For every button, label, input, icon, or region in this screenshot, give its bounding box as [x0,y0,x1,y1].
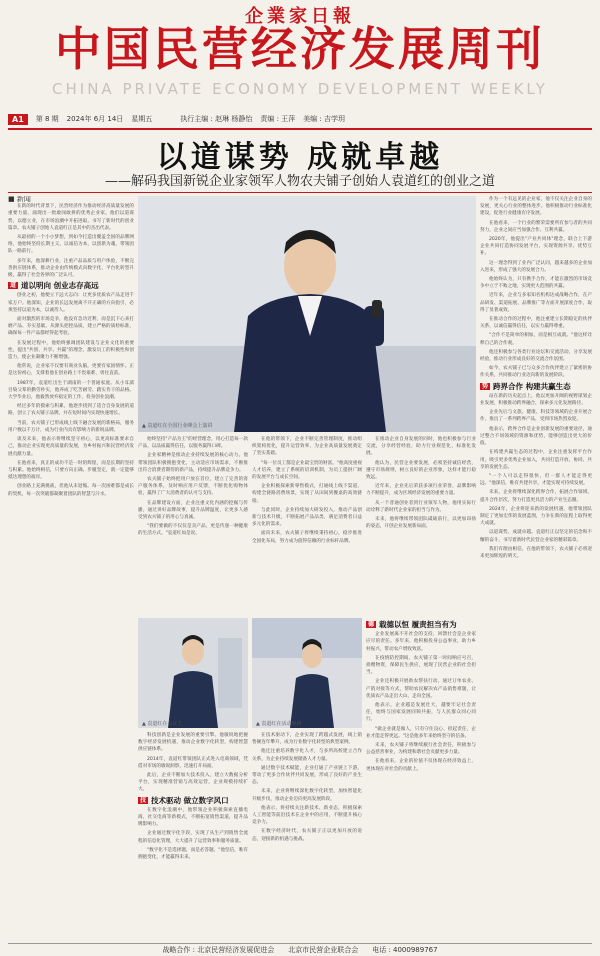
middle-column-4: 德 载德以恒 履责担当有为 企业发展离不开社会的支持，回馈社会是企业家应尽的责任。多年来，他积极投身公益事业，助力乡村振兴，带动农户增收致富。 在疫情防控期间，农夫铺子第一时间响应号召，捐赠物资，保障民生供应，展现了民营企业的社会担当。 企业还积极开展助农帮扶行动，通过订单农业、产销对接等方式，帮助农民解决农产品销售难题，让优质农产品走出大山、走向全国。 他表示，企业越是发展壮大，越要牢记社会责任，始终与国家发展同频共振，与人民群众同心同行。 "做企业就是做人，只有守住良心、担起责任，企业才能走得更远。"这是他多年来始终坚守的信条。 未来，农夫铺子将继续履行社会责任，积极参与公益慈善事业，为构建和谐社会贡献更多力量。 在他看来，企业的价值不仅体现在经济效益上，更体现在对社会的贡献上。 [366,620,476,772]
art-editor: 美编 : 吉学玥 [303,115,345,123]
lede-label: ■ 新闻 [8,196,31,203]
masthead-title: 中国民营经济发展周刊 [55,22,545,76]
page-badge: A1 [8,114,28,125]
middle-column-2: 在他的带领下，企业不断完善管理制度，推动组织架构优化，提升运营效率，为企业高质量发展奠定了坚实基础。 "每一位员工都是企业最宝贵的财富。"他高度重视人才培养，建立了系统的培训机制，为员工提供广阔的发展平台与成长空间。 企业积极探索新零售模式，打通线上线下渠道，构建全链路消费场景，实现了从田间到餐桌的高效链接。 与此同时，企业持续加大研发投入，推动产品创新与技术升级，不断拓展产品品类，满足消费者日益多元化的需求。 面向未来，农夫铺子将继续秉持初心，稳步推进全国化布局，努力成为值得信赖的行业标杆品牌。 [252,437,362,544]
main-photo-caption: ▲ 袁道红在全国行业峰会上演讲 [142,423,213,429]
right-column: 作为一个有远见的企业家，他不仅关注企业自身的发展，更关心行业的整体进步。他积极推动行业标准化建设，促进行业健康有序发展。 在他看来，一个行业的繁荣需要所有参与者的共同努力，企业之间应当加强合作、互利共赢。 2020年，他提出"产业共同体"理念，联合上下游企业共同打造协同发展平台，实现资源共享、优势互补。 这一理念得到了业内广泛认同，越来越多的企业加入进来，形成了强大的发展合力。 他始终认为，只有携手合作，才能在激烈的市场竞争中立于不败之地，实现更大范围的共赢。 近年来，企业与多家知名机构达成战略合作，在产品研发、渠道拓展、品牌推广等方面开展深度合作，取得了显著成效。 在推动合作的过程中，他注重建立长期稳定的伙伴关系，以诚信赢得信任，以实力赢得尊重。 "合作不是简单的相加，而是相互成就。"他这样诠释自己的合作观。 他还积极参与各类行业论坛和交流活动，分享发展经验，推动行业形成良好的交流合作氛围。 如今，农夫铺子已与众多合作伙伴建立了紧密的协作关系，共同推动行业迈向新的发展阶段。 势 跨界合作 构建共赢生态 站在新的历史起点上，他以更加开阔的视野谋划企业发展，积极推动跨界融合，探索多元化发展路径。 企业先后与文旅、健康、科技等领域的企业开展合作，推出了一系列跨界产品，受到市场热烈欢迎。 他表示，跨界合作是企业创新发展的重要途径，通过整合不同领域的资源和优势，能够创造出更大的价值。 在构建共赢生态的过程中，企业注重发挥平台作用，吸引更多优秀企业加入，共同打造开放、协同、共享的发展生态。 "一个人可以走得很快，但一群人才能走得更远。"他深信，唯有共建共享，才能实现可持续发展。 未来，企业将继续深化跨界合作，拓展合作领域，提升合作层次，努力打造更具活力的产业生态圈。 2024年，企业将迎来新的发展机遇，他带领团队制定了更加宏伟的发展蓝图，力争在新的征程上取得更大成就。 以道谋势，成就卓越。袁道红正以坚定的信念和不懈的奋斗，书写着新时代民营企业家的精彩篇章。 我们有理由相信，在他的带领下，农夫铺子必将迎来更加辉煌的明天。 [480,197,592,559]
executive-editor: 执行主编 : 赵琳 杨静怡 [180,115,253,123]
left-column: ■ 新闻 在新的时代背景下，民营经济作为推动经济高质量发展的重要力量，涌现出一批敢闯敢拼的优秀企业家。他们以道谋势，以德立业，在市场浪潮中开拓进取，书写了新时代的创业篇章。农夫铺子创始人袁道红正是其中的杰出代表。 从最初的一个小小梦想，到如今打造出覆盖全国的品牌网络，他始终坚持长期主义，以诚信为本，以创新为魂，带领团队一路前行。 多年来，他深耕行业，注重产品品质与用户体验，不断完善供应链体系，推动企业由传统模式向数字化、平台化转型升级，赢得了社会各界的广泛认可。 道 道以明向 创业志存高远 创业之初，他便立下远大志向：让更多优质农产品走进千家万户。他深知，企业的长远发展离不开正确的方向指引，必须坚持以道为本，以诚待人。 面对激烈的市场竞争，他没有急功近利，而是沉下心来打磨产品、夯实基础。从源头把控品质，建立严格的质检标准，确保每一件产品都经得起考验。 在发展过程中，他始终强调团队建设与企业文化的重要性，提出"共创、共享、共赢"的理念，激发员工的积极性和创造力，使企业凝聚力不断增强。 他常说，企业家不仅要有商业头脑，更要有家国情怀。正是这份初心，支撑着他在创业路上不畏艰难、勇往直前。 1987年，袁道红出生于湖南的一个普通家庭。从小耳濡目染父辈的勤劳朴实，他养成了吃苦耐劳、踏实肯干的品格。大学毕业后，他毅然放弃稳定的工作，投身创业浪潮。 经过多年的摸索与积累，他逐步找到了适合自身发展的道路，创立了农夫铺子品牌，并在短时间内实现快速增长。 当前，农夫铺子已形成线上线下融合发展的新格局，服务用户数以千万计，成为行业内具有影响力的新锐品牌。 谈及未来，他表示将继续坚守初心，以更高标准要求自己，推动企业实现更高质量的发展，为乡村振兴和民营经济发展贡献力量。 在他看来，真正的成功不是一时的辉煌，而是长期的坚持与积累。他始终相信，只要方向正确、步履坚定，就一定能够抵达理想的彼岸。 创业路上充满挑战，但他从未退缩。每一次困难都是成长的契机，每一次突破都凝聚着团队的智慧与汗水。 [8,196,134,497]
footer-partner: 战略合作 : 北京民营经济发展促进会 [162,946,275,954]
masthead-subtitle: 企業家日報 [245,6,355,27]
section-heading-3: 德 载德以恒 履责担当有为 [368,620,457,629]
small-photo-2-caption: ▲ 袁道红在活动现场 [256,721,302,727]
section-heading-4: 势 跨界合作 构建共赢生态 [482,381,571,391]
responsible-editor: 责编 : 王萍 [260,115,296,123]
footer-support: 北京市民营企业联合会 [288,946,359,954]
masthead-rule [8,128,592,130]
headline-rule [8,192,592,193]
issue-weekday: 星期五 [131,115,153,123]
footer-phone: 电话 : 4000989767 [372,946,438,954]
middle-column-1: 始终坚持"产品为王"的经营理念，用心打造每一款产品，以品质赢得信任，以服务赢得口碑。 企业家精神是推动企业持续发展的核心动力。他带领团队积极拥抱变化，主动适应市场需求，不断推出符合消费者期待的新产品，持续提升品牌竞争力。 农夫铺子始终把用户放在首位，建立了完善的客户服务体系，及时响应用户反馈，不断优化购物体验，赢得了广大消费者的认可与支持。 在品牌建设方面，企业注重文化内涵的挖掘与传播，通过讲好品牌故事，提升品牌温度，让更多人感受到农夫铺子的用心与真诚。 "我们要做的不仅仅是卖产品，更是传递一种健康的生活方式。"袁道红如是说。 [138,437,248,537]
issue-info-bar [8,112,592,126]
bottom-column-1: 科技创新是企业发展的重要引擎。他敏锐地把握数字经济发展机遇，推动企业数字化转型，构建智慧供应链体系。 2014年，袁道红带领团队正式进入电商领域，凭借对市场的敏锐洞察，迅速打开局面。 此后，企业不断加大技术投入，建立大数据分析平台，实现精准营销与高效运营，企业规模持续扩大。 技 技术驱动 做立数字风口 在数字化浪潮中，他带领企业积极探索直播电商、社交电商等新模式，不断拓宽销售渠道，提升品牌影响力。 企业通过数字化手段，实现了从生产到销售全流程的信息化管理，大大提升了运营效率和服务质量。 "数字化不是选择题，而是必答题。"他坚信，唯有拥抱变化，才能赢得未来。 [138,733,248,861]
main-photo [138,196,476,432]
subheadline: ——解码我国新锐企业家领军人物农夫铺子创始人袁道红的创业之道 [104,174,495,189]
small-photo-2 [252,618,362,728]
headline: 以道谋势 成就卓越 [156,140,444,175]
section-heading-2: 技 技术驱动 做立数字风口 [140,795,229,805]
bottom-column-2: 在技术驱动下，企业实现了跨越式发展，线上销售额连年攀升，成为行业数字化转型的典型案例。 他还注重培养数字化人才，与多所高校建立合作关系，为企业持续发展储备人才力量。 通过数字技术赋能，企业打通了产业链上下游，带动了更多合作伙伴共同发展，形成了良好的产业生态。 未来，企业将继续深化数字化转型，加快智能化升级步伐，推动企业迈向更高发展阶段。 他表示，将持续关注新技术、新业态，积极探索人工智能等前沿技术在企业中的应用，不断提升核心竞争力。 在数字经济时代，农夫铺子正以更加开放的姿态，迎接新的机遇与挑战。 [252,733,362,842]
small-photo-1-caption: ▲ 袁道红在会议上 [142,721,183,727]
small-photo-1 [138,618,248,728]
footer-bar [8,943,592,956]
issue-number: 第 8 期 [35,115,59,123]
section-heading-1: 道 道以明向 创业志存高远 [10,281,99,291]
speaker-small-illustration-2 [252,618,362,728]
speaker-illustration [138,196,476,432]
issue-date: 2024年 6月 14日 [66,115,124,123]
speaker-small-illustration-1 [138,618,248,728]
masthead-english: CHINA PRIVATE ECONOMY DEVELOPMENT WEEKLY [52,80,548,98]
middle-column-3: 在推动企业自身发展的同时，他也积极参与行业交流，分享经营经验，助力行业规范化、标准化发展。 他认为，民营企业要发展，必须坚持诚信经营，遵守市场规则，树立良好的企业形象，这样才能行稳致远。 近年来，企业先后荣获多项行业荣誉，品牌影响力不断提升，成为区域经济发展的重要力量。 从一个普通创业者到行业领军人物，他用实际行动诠释了新时代企业家的担当与作为。 未来，他将继续带领团队砥砺前行，以更加昂扬的姿态，开创企业发展新局面。 [366,437,476,530]
